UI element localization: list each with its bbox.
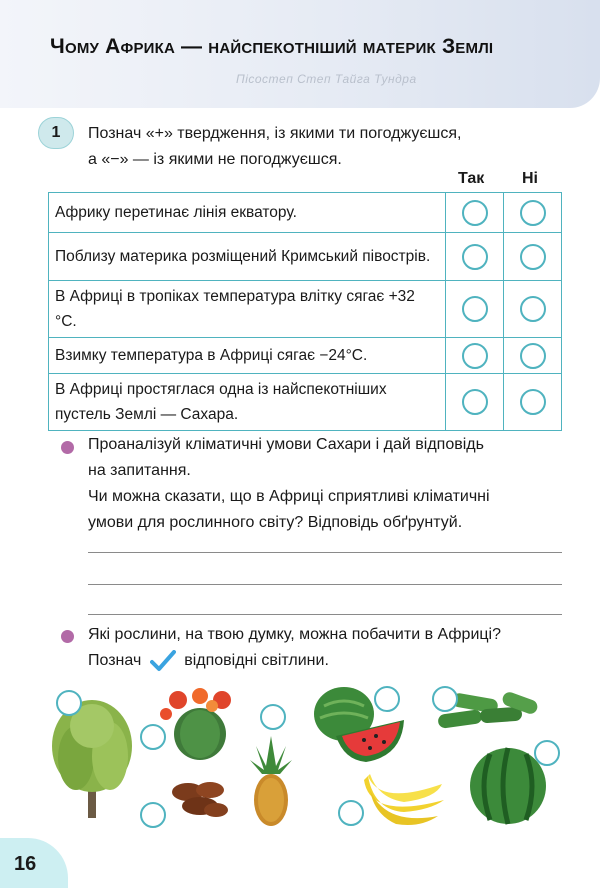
table-row bbox=[49, 374, 562, 431]
answer-circle-yes[interactable] bbox=[462, 296, 488, 322]
answer-circle-no[interactable] bbox=[520, 200, 546, 226]
question-1-line-3: Чи можна сказати, що в Африці сприятливі кліматичні bbox=[88, 488, 490, 505]
picture-answer-circle[interactable] bbox=[534, 740, 560, 766]
dates-picture bbox=[168, 776, 232, 822]
statements-table bbox=[48, 192, 562, 431]
task-instruction-line-2: а «−» — із якими не погоджуєшся. bbox=[88, 151, 342, 168]
answer-circle-yes[interactable] bbox=[462, 343, 488, 369]
picture-answer-circle[interactable] bbox=[260, 704, 286, 730]
answer-circle-no[interactable] bbox=[520, 296, 546, 322]
picture-answer-circle[interactable] bbox=[432, 686, 458, 712]
question-2-line-2-end: відповідні світлини. bbox=[184, 652, 329, 669]
answer-circle-yes[interactable] bbox=[462, 389, 488, 415]
question-1-line-1: Проаналізуй кліматичні умови Сахари і дай відповідь bbox=[88, 436, 484, 453]
answer-circle-yes[interactable] bbox=[462, 200, 488, 226]
question-2-text bbox=[88, 622, 568, 674]
statement-text: Взимку температура в Африці сягає −24°С. bbox=[49, 338, 446, 374]
table-row bbox=[49, 193, 562, 233]
question-2-line-1: Які рослини, на твою думку, можна побачити в Африці? bbox=[88, 626, 501, 643]
answer-circle-no[interactable] bbox=[520, 389, 546, 415]
task-instruction bbox=[88, 121, 558, 173]
bullet-icon bbox=[61, 630, 74, 643]
answer-line-1[interactable] bbox=[88, 552, 562, 553]
table-row bbox=[49, 338, 562, 374]
page-title: Чому Африка — найспекотніший материк Землі bbox=[50, 35, 494, 58]
answer-circle-yes[interactable] bbox=[462, 244, 488, 270]
bullet-icon bbox=[61, 441, 74, 454]
task-number: 1 bbox=[38, 117, 74, 149]
answer-line-2[interactable] bbox=[88, 584, 562, 585]
column-header-yes: Так bbox=[458, 170, 485, 187]
picture-answer-circle[interactable] bbox=[374, 686, 400, 712]
column-header-no: Ні bbox=[522, 170, 538, 187]
picture-answer-circle[interactable] bbox=[338, 800, 364, 826]
header-faint-words: Пісостеп Степ Тайга Тундра bbox=[236, 72, 417, 86]
question-1-text bbox=[88, 432, 568, 536]
pineapple-picture bbox=[246, 732, 296, 828]
statement-text: В Африці в тропіках температура влітку сягає +32 °С. bbox=[49, 281, 446, 338]
willow-tree-picture bbox=[48, 696, 138, 822]
question-2-line-2-start: Познач bbox=[88, 652, 142, 669]
answer-circle-no[interactable] bbox=[520, 343, 546, 369]
cactus-picture bbox=[156, 688, 242, 762]
picture-answer-circle[interactable] bbox=[56, 690, 82, 716]
task-instruction-line-1: Познач «+» твердження, із якими ти погоджуєшся, bbox=[88, 125, 462, 142]
statement-text: Поблизу материка розміщений Кримський півострів. bbox=[49, 233, 446, 281]
picture-answer-circle[interactable] bbox=[140, 802, 166, 828]
statement-text: Африку перетинає лінія екватору. bbox=[49, 193, 446, 233]
answer-line-3[interactable] bbox=[88, 614, 562, 615]
page-number: 16 bbox=[0, 838, 68, 888]
picture-answer-circle[interactable] bbox=[140, 724, 166, 750]
bananas-picture bbox=[360, 770, 448, 828]
statement-text: В Африці простяглася одна із найспекотніших пустель Землі — Сахара. bbox=[49, 374, 446, 431]
checkmark-icon bbox=[150, 650, 176, 672]
table-row bbox=[49, 233, 562, 281]
table-row bbox=[49, 281, 562, 338]
question-1-line-4: умови для рослинного світу? Відповідь обґрунтуй. bbox=[88, 514, 463, 531]
question-1-line-2: на запитання. bbox=[88, 462, 191, 479]
answer-circle-no[interactable] bbox=[520, 244, 546, 270]
